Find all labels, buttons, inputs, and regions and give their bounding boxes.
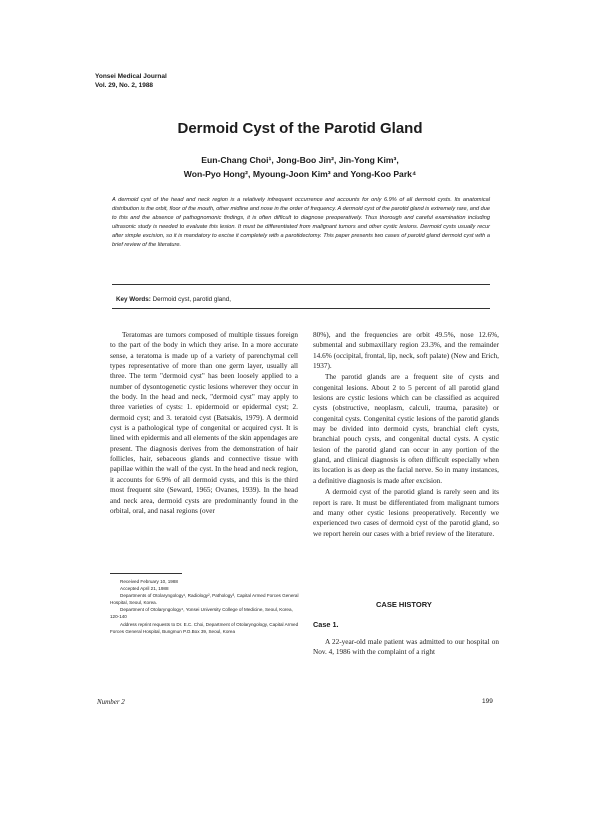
- footnote-department-2: Department of Otolaryngology⁴, Yonsei University College of Medicine, Seoul, Korea, 120-140: [110, 607, 293, 620]
- abstract-divider-top: [112, 284, 490, 285]
- left-column: [110, 330, 298, 517]
- intro-paragraph-3: The parotid glands are a frequent site of cysts and congenital lesions. About 2 to 5 percent of all parotid gland lesions are cystic lesions which can be classified as acquired cysts (obstructive, neoplasm, calculi, trauma, parasite) or congenital cysts. Congenital cystic lesions of the parotid glands may be divided into dermoid cysts, branchial cleft cysts, branchial pouch cysts, and congenital ductal cysts. A cystic lesion of the parotid gland can occur in any portion of the gland, and clinical diagnosis is often difficult especially when its location is as deep as the facial nerve. So in many instances, a definitive diagnosis is made after excision.: [313, 373, 499, 485]
- intro-paragraph-1: Teratomas are tumors composed of multiple tissues foreign to the part of the body in which they arise. In a more accurate sense, a teratoma is made up of a variety of parenchymal cell types representative of more than one germ layer, usually all three. The term "dermoid cyst" has been loosely applied to a number of dysontogenetic cystic lesions wherever they occur in the body. In the head and neck, "dermoid cyst" may apply to three varieties of cysts: 1. epidermoid or epidermal cyst; 2. dermoid cyst; and 3. teratoid cyst (Batsakis, 1979). A dermoid cyst is a pathological type of congenital or acquired cyst. It is lined with epidermis and all elements of the skin appendages are present. The diagnosis derives from the demonstration of hair follicles, hair, sebaceous glands and connective tissue with papillae within the wall of the cyst. In the head and neck region, it accounts for 6.9% of all dermoid cysts, and this is the third most frequent site (Seward, 1965; Ovanes, 1939). In the head and neck area, dermoid cysts are predominantly found in the orbital, oral, and nasal regions (over: [110, 331, 298, 515]
- journal-name: Yonsei Medical Journal: [95, 73, 167, 80]
- footnote-accepted: Accepted April 21, 1988: [120, 586, 169, 592]
- abstract-divider-bottom: [112, 308, 490, 309]
- footnote-departments: Departments of Otolaryngology¹, Radiology², Pathology³, Capital Armed Forces General Hospital, Seoul, Korea.: [110, 593, 299, 606]
- footnote-received: Received February 10, 1988: [120, 579, 178, 584]
- abstract: A dermoid cyst of the head and neck region is a relatively infrequent occurrence and accounts for only 6.9% of all dermoid cysts. Its anatomical distribution is the orbit, floor of the mouth, other midline and nose in the order of frequency. A dermoid cyst of the parotid gland is extremely rare, and due to this and the absence of pathognomonic findings, it is often difficult to diagnose preoperatively. Thus thorough and careful examination including ultrasonic study is needed to evaluate this lesion. It must be differentiated from malignant tumors and other cystic lesions. Dermoid cysts usually recur after simple excision, so it is mandatory to excise it completely with a parotidectomy. This paper presents two cases of parotid gland dermoid cyst with a brief review of the literature.: [112, 197, 490, 248]
- author-list: [0, 153, 600, 181]
- keywords-text: Dermoid cyst, parotid gland,: [152, 296, 232, 303]
- journal-volume: Vol. 29, No. 2, 1988: [95, 82, 154, 89]
- right-column: [313, 330, 499, 540]
- case-history-heading: CASE HISTORY: [376, 600, 432, 609]
- intro-paragraph-4: A dermoid cyst of the parotid gland is rarely seen and its report is rare. It must be differentiated from malignant tumors and many other cystic lesions preoperatively. Recently we experienced two cases of dermoid cyst of the parotid gland, so we report herein our cases with a brief review of the literature.: [313, 488, 499, 538]
- keywords: [116, 296, 231, 303]
- journal-header: [95, 72, 167, 90]
- page-number: 199: [482, 698, 493, 705]
- author-line-2: Won-Pyo Hong², Myoung-Joon Kim³ and Yong-Koo Park⁴: [183, 169, 417, 179]
- article-title: Dermoid Cyst of the Parotid Gland: [177, 120, 423, 137]
- intro-paragraph-2: 80%), and the frequencies are orbit 49.5%, nose 12.6%, submental and submaxillary region 23.3%, and the remainder 14.6% (occipital, frontal, lip, neck, soft palate) (New and Erich, 1937).: [313, 331, 499, 371]
- footnotes: [110, 578, 300, 635]
- case-1-text: A 22-year-old male patient was admitted to our hospital on Nov. 4, 1986 with the complaint of a right: [313, 638, 499, 657]
- author-line-1: Eun-Chang Choi¹, Jong-Boo Jin², Jin-Yong Kim³,: [201, 155, 399, 165]
- footnote-address: Address reprint requests to Dr. E.C. Choi, Department of Otolaryngology, Capital Armed Forces General Hospital, Bungmun P.O.Box 39, Seoul, Korea: [110, 621, 299, 634]
- keywords-label: Key Words:: [116, 296, 151, 303]
- footnote-divider: [110, 573, 182, 574]
- case-1-heading: Case 1.: [313, 620, 339, 629]
- issue-number: Number 2: [97, 698, 125, 706]
